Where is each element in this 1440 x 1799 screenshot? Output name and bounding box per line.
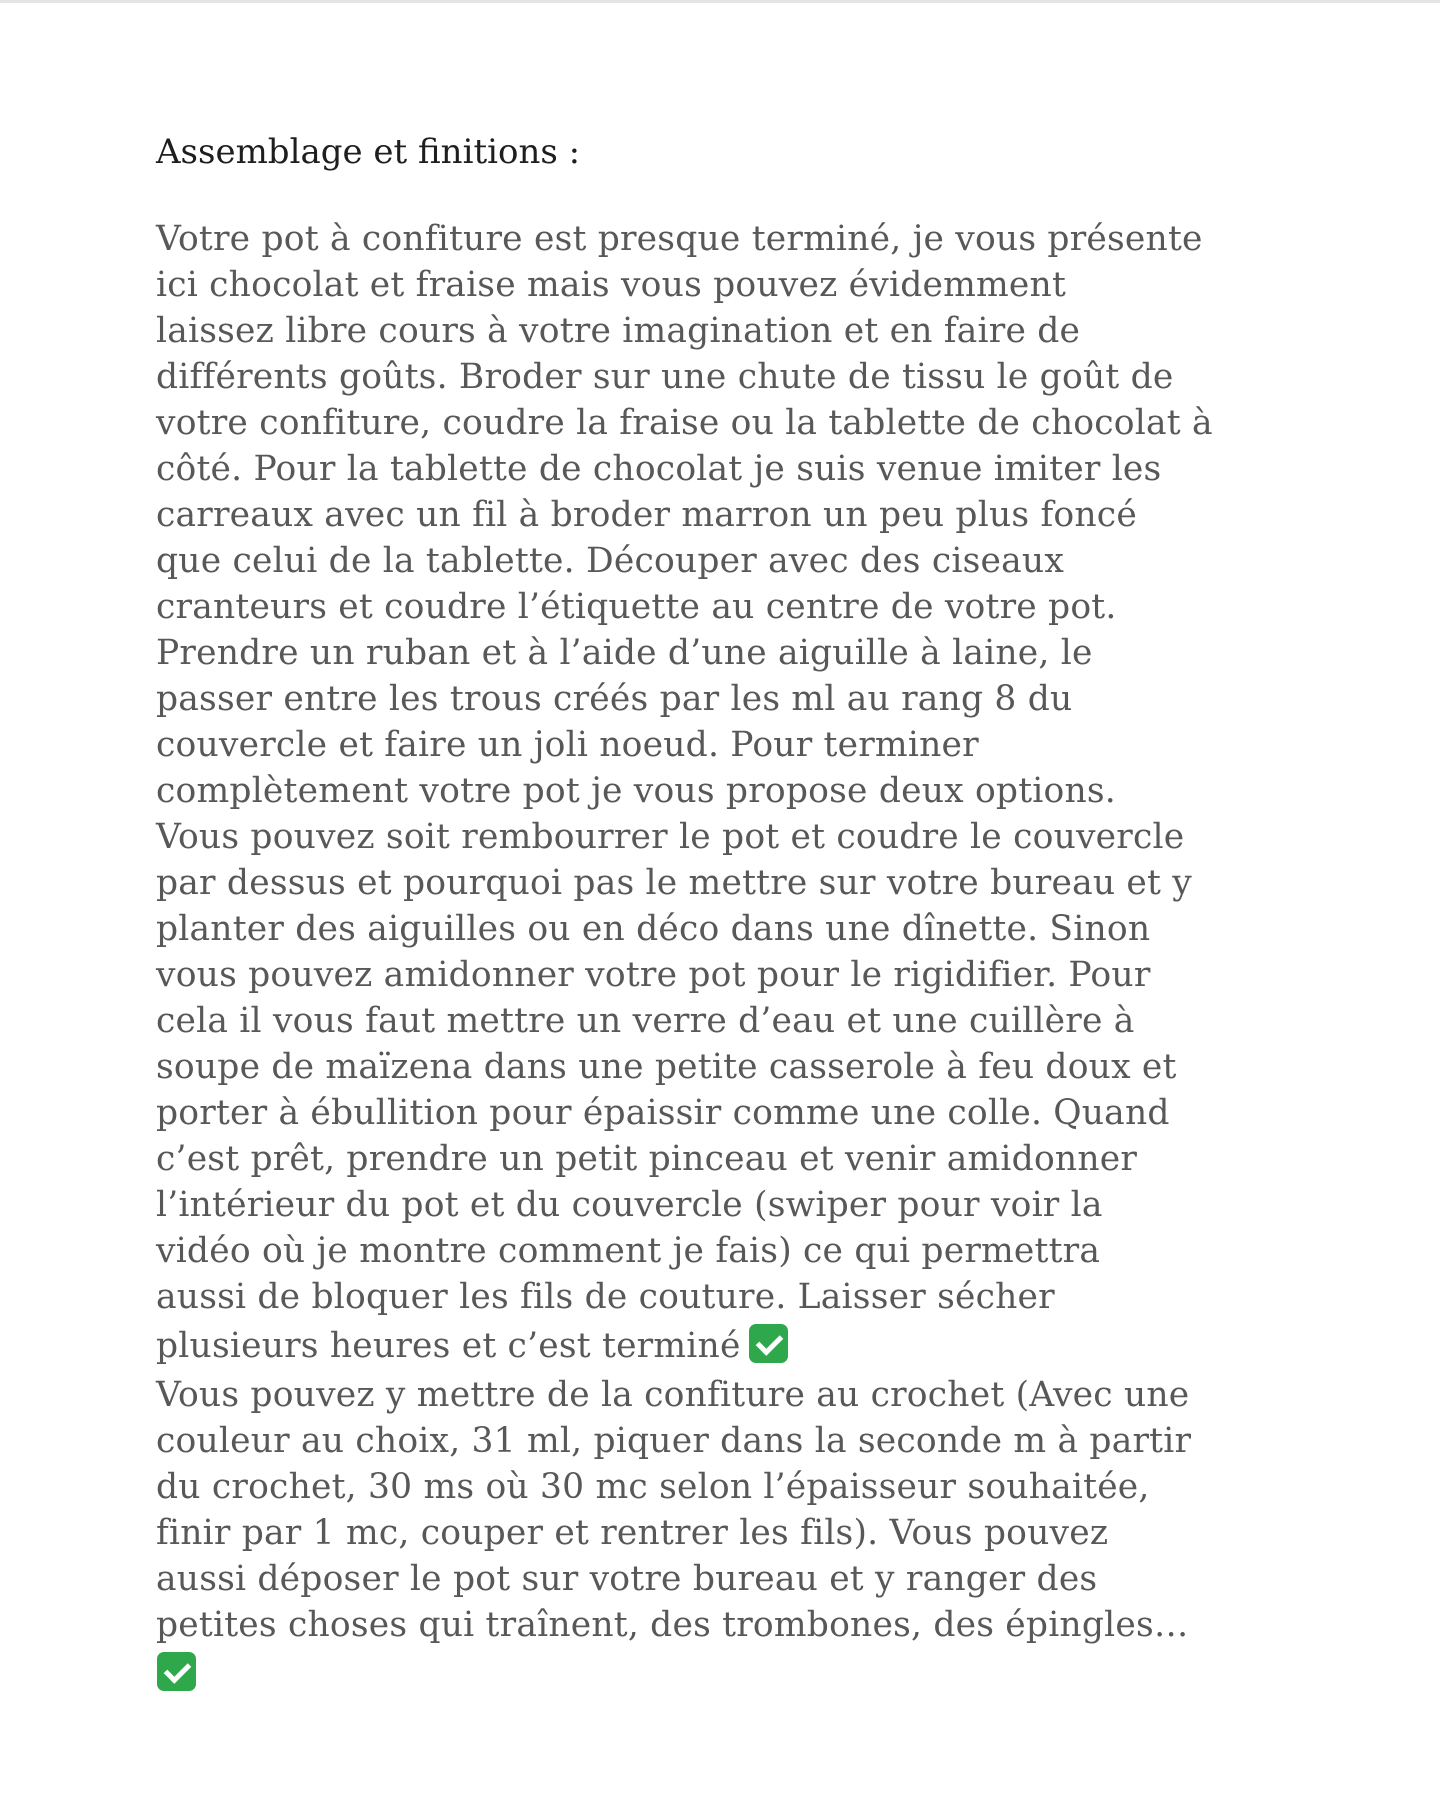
text-line: vous pouvez amidonner votre pot pour le rigidifier. Pour xyxy=(156,955,1151,995)
paragraph-2 xyxy=(156,1372,1306,1700)
check-line xyxy=(156,1648,1306,1700)
check-mark-icon xyxy=(157,1652,196,1691)
paragraph-1 xyxy=(156,216,1306,1372)
text-line: planter des aiguilles ou en déco dans une dînette. Sinon xyxy=(156,909,1151,949)
text-line: finir par 1 mc, couper et rentrer les fils). Vous pouvez xyxy=(156,1513,1109,1553)
text-line: passer entre les trous créés par les ml au rang 8 du xyxy=(156,679,1073,719)
text-line: différents goûts. Broder sur une chute de tissu le goût de xyxy=(156,357,1174,397)
text-line: du crochet, 30 ms où 30 mc selon l’épaisseur souhaitée, xyxy=(156,1467,1150,1507)
top-divider xyxy=(0,0,1440,3)
text-line: porter à ébullition pour épaissir comme une colle. Quand xyxy=(156,1093,1170,1133)
text-line: couleur au choix, 31 ml, piquer dans la seconde m à partir xyxy=(156,1421,1192,1461)
check-mark-icon xyxy=(749,1324,788,1363)
section-heading: Assemblage et finitions : xyxy=(156,132,581,172)
text-line: votre confiture, coudre la fraise ou la tablette de chocolat à xyxy=(156,403,1213,443)
text-line: cranteurs et coudre l’étiquette au centre de votre pot. xyxy=(156,587,1117,627)
text-line: carreaux avec un fil à broder marron un peu plus foncé xyxy=(156,495,1137,535)
text-line: aussi déposer le pot sur votre bureau et y ranger des xyxy=(156,1559,1098,1599)
text-line: vidéo où je montre comment je fais) ce qui permettra xyxy=(156,1231,1101,1271)
text-line: soupe de maïzena dans une petite casserole à feu doux et xyxy=(156,1047,1177,1087)
text-line: par dessus et pourquoi pas le mettre sur votre bureau et y xyxy=(156,863,1192,903)
text-line: aussi de bloquer les fils de couture. Laisser sécher xyxy=(156,1277,1055,1317)
text-line: Prendre un ruban et à l’aide d’une aiguille à laine, le xyxy=(156,633,1093,673)
text-line: Vous pouvez soit rembourrer le pot et coudre le couvercle xyxy=(156,817,1185,857)
text-line: que celui de la tablette. Découper avec des ciseaux xyxy=(156,541,1064,581)
text-line: cela il vous faut mettre un verre d’eau et une cuillère à xyxy=(156,1001,1135,1041)
text-line: complètement votre pot je vous propose deux options. xyxy=(156,771,1116,811)
text-line: couvercle et faire un joli noeud. Pour terminer xyxy=(156,725,979,765)
document-content xyxy=(156,126,1306,1700)
text-line: plusieurs heures et c’est terminé xyxy=(156,1326,741,1366)
text-line: c’est prêt, prendre un petit pinceau et venir amidonner xyxy=(156,1139,1138,1179)
text-line: laissez libre cours à votre imagination et en faire de xyxy=(156,311,1081,351)
text-line: Votre pot à confiture est presque terminé, je vous présente xyxy=(156,219,1203,259)
text-line: petites choses qui traînent, des trombones, des épingles… xyxy=(156,1605,1189,1645)
text-line: côté. Pour la tablette de chocolat je suis venue imiter les xyxy=(156,449,1162,489)
text-line: ici chocolat et fraise mais vous pouvez évidemment xyxy=(156,265,1067,305)
text-line: l’intérieur du pot et du couvercle (swiper pour voir la xyxy=(156,1185,1103,1225)
text-line-with-check xyxy=(156,1320,1306,1372)
text-line: Vous pouvez y mettre de la confiture au crochet (Avec une xyxy=(156,1375,1190,1415)
